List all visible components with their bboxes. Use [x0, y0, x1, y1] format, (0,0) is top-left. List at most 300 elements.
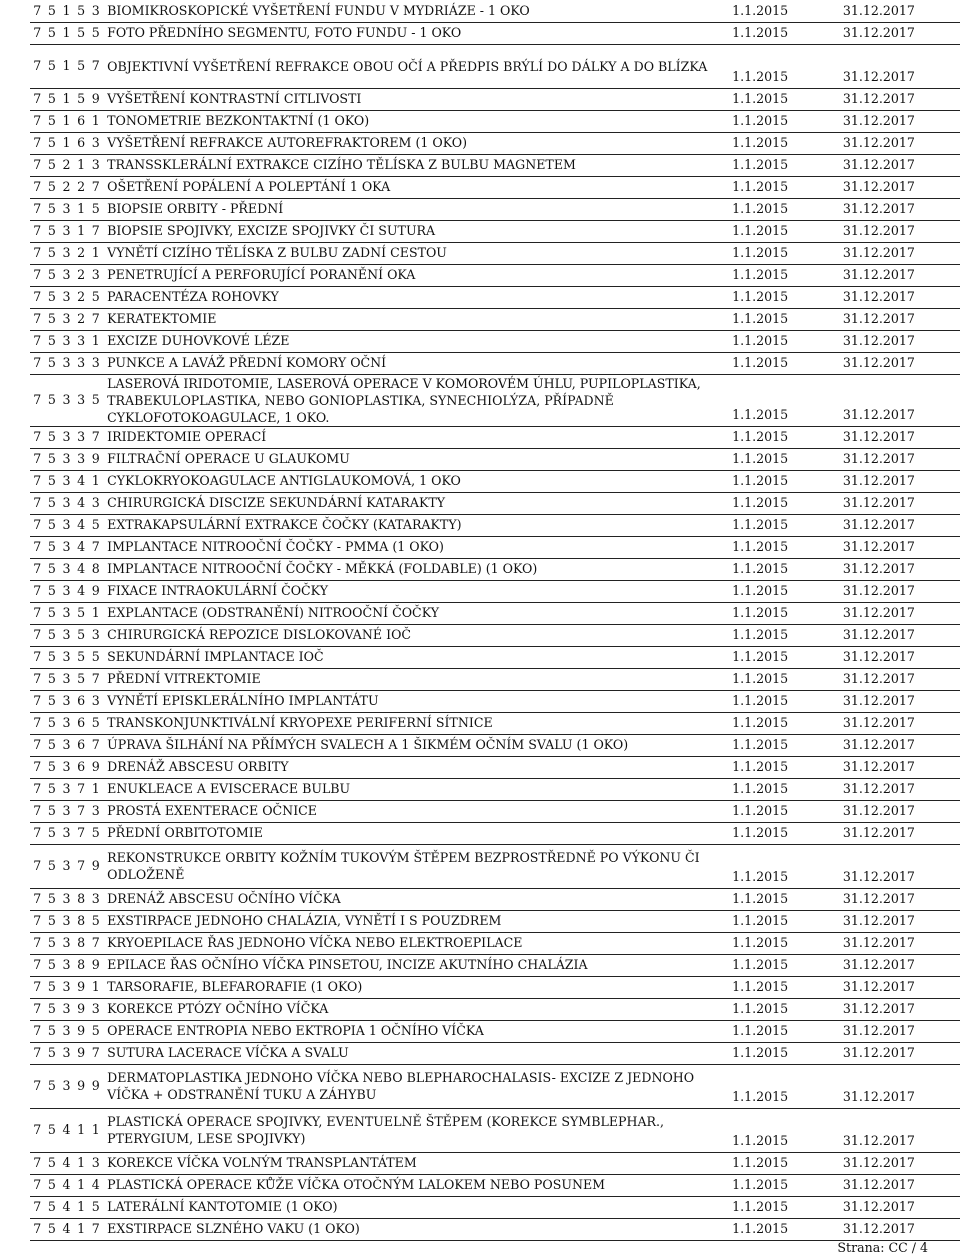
- code-digit: 5: [45, 800, 60, 822]
- valid-from-date: 1.1.2015: [730, 492, 841, 514]
- valid-to-date: 31.12.2017: [841, 352, 960, 374]
- table-row: [30, 176, 960, 198]
- valid-to-date: 31.12.2017: [841, 426, 960, 448]
- code-digit: 7: [89, 1042, 104, 1064]
- code-digit: 3: [59, 470, 74, 492]
- code-digit: 1: [89, 470, 104, 492]
- valid-to-date: 31.12.2017: [841, 602, 960, 624]
- table-row: [30, 712, 960, 734]
- valid-from-date: 1.1.2015: [730, 998, 841, 1020]
- code-digit: 7: [74, 844, 89, 888]
- code-digit: 7: [30, 932, 45, 954]
- code-digit: 3: [89, 1152, 104, 1174]
- code-digit: 9: [89, 88, 104, 110]
- code-digit: 3: [59, 624, 74, 646]
- table-row: [30, 1174, 960, 1196]
- procedure-description: KOREKCE VÍČKA VOLNÝM TRANSPLANTÁTEM: [103, 1152, 730, 1174]
- code-digit: 3: [59, 558, 74, 580]
- code-digit: 7: [30, 976, 45, 998]
- table-row: [30, 22, 960, 44]
- valid-to-date: 31.12.2017: [841, 110, 960, 132]
- code-digit: 4: [74, 514, 89, 536]
- valid-to-date: 31.12.2017: [841, 734, 960, 756]
- procedure-description: BIOPSIE SPOJIVKY, EXCIZE SPOJIVKY ČI SUTURA: [103, 220, 730, 242]
- table-row: [30, 668, 960, 690]
- valid-from-date: 1.1.2015: [730, 470, 841, 492]
- code-digit: 3: [89, 624, 104, 646]
- code-digit: 4: [59, 1152, 74, 1174]
- valid-to-date: 31.12.2017: [841, 580, 960, 602]
- table-row: [30, 580, 960, 602]
- table-row: [30, 756, 960, 778]
- code-digit: 7: [30, 954, 45, 976]
- code-digit: 7: [89, 668, 104, 690]
- valid-to-date: 31.12.2017: [841, 154, 960, 176]
- code-digit: 4: [59, 1174, 74, 1196]
- code-digit: 3: [89, 888, 104, 910]
- code-digit: 3: [59, 1020, 74, 1042]
- valid-to-date: 31.12.2017: [841, 690, 960, 712]
- code-digit: 4: [59, 1196, 74, 1218]
- code-digit: 5: [45, 242, 60, 264]
- code-digit: 3: [59, 778, 74, 800]
- valid-from-date: 1.1.2015: [730, 132, 841, 154]
- code-digit: 3: [74, 352, 89, 374]
- code-digit: 9: [74, 976, 89, 998]
- code-digit: 7: [30, 88, 45, 110]
- code-digit: 5: [45, 492, 60, 514]
- code-digit: 7: [30, 844, 45, 888]
- code-digit: 5: [45, 822, 60, 844]
- procedure-description: EXCIZE DUHOVKOVÉ LÉZE: [103, 330, 730, 352]
- code-digit: 6: [74, 110, 89, 132]
- valid-to-date: 31.12.2017: [841, 712, 960, 734]
- code-digit: 1: [74, 220, 89, 242]
- valid-from-date: 1.1.2015: [730, 1020, 841, 1042]
- code-digit: 1: [74, 1218, 89, 1240]
- valid-from-date: 1.1.2015: [730, 352, 841, 374]
- code-digit: 8: [74, 932, 89, 954]
- valid-from-date: 1.1.2015: [730, 22, 841, 44]
- code-digit: 7: [30, 1020, 45, 1042]
- valid-to-date: 31.12.2017: [841, 976, 960, 998]
- code-digit: 1: [59, 132, 74, 154]
- code-digit: 7: [89, 426, 104, 448]
- valid-from-date: 1.1.2015: [730, 242, 841, 264]
- code-digit: 3: [59, 286, 74, 308]
- code-digit: 1: [74, 198, 89, 220]
- code-digit: 5: [89, 1196, 104, 1218]
- code-digit: 2: [74, 264, 89, 286]
- code-digit: 3: [89, 998, 104, 1020]
- code-digit: 4: [59, 1218, 74, 1240]
- valid-from-date: 1.1.2015: [730, 514, 841, 536]
- valid-to-date: 31.12.2017: [841, 448, 960, 470]
- table-row: [30, 286, 960, 308]
- valid-from-date: 1.1.2015: [730, 0, 841, 22]
- code-digit: 5: [89, 910, 104, 932]
- page-footer: Strana: CC / 4: [837, 1240, 928, 1255]
- code-digit: 3: [59, 448, 74, 470]
- valid-from-date: 1.1.2015: [730, 308, 841, 330]
- valid-to-date: 31.12.2017: [841, 756, 960, 778]
- code-digit: 6: [74, 756, 89, 778]
- code-digit: 5: [45, 514, 60, 536]
- code-digit: 3: [89, 800, 104, 822]
- table-row: [30, 88, 960, 110]
- code-digit: 2: [74, 308, 89, 330]
- table-row: [30, 1196, 960, 1218]
- code-digit: 9: [74, 1020, 89, 1042]
- code-digit: 3: [89, 352, 104, 374]
- valid-to-date: 31.12.2017: [841, 1196, 960, 1218]
- table-row: [30, 242, 960, 264]
- code-digit: 3: [59, 602, 74, 624]
- table-row: [30, 330, 960, 352]
- table-row: [30, 352, 960, 374]
- table-row: [30, 646, 960, 668]
- code-digit: 7: [30, 536, 45, 558]
- code-digit: 5: [45, 1196, 60, 1218]
- code-digit: 6: [74, 712, 89, 734]
- code-digit: 3: [59, 998, 74, 1020]
- code-digit: 7: [30, 1152, 45, 1174]
- code-digit: 5: [45, 154, 60, 176]
- code-digit: 1: [59, 88, 74, 110]
- code-digit: 3: [59, 580, 74, 602]
- code-digit: 7: [30, 712, 45, 734]
- code-digit: 5: [74, 668, 89, 690]
- code-digit: 5: [45, 646, 60, 668]
- procedure-description: PŘEDNÍ VITREKTOMIE: [103, 668, 730, 690]
- code-digit: 3: [89, 264, 104, 286]
- valid-to-date: 31.12.2017: [841, 624, 960, 646]
- code-digit: 5: [89, 374, 104, 426]
- valid-from-date: 1.1.2015: [730, 198, 841, 220]
- procedure-description: REKONSTRUKCE ORBITY KOŽNÍM TUKOVÝM ŠTĚPEM BEZPROSTŘEDNĚ PO VÝKONU ČI ODLOŽENĚ: [103, 844, 730, 888]
- code-digit: 5: [45, 690, 60, 712]
- valid-from-date: 1.1.2015: [730, 646, 841, 668]
- table-row: [30, 910, 960, 932]
- code-digit: 1: [59, 110, 74, 132]
- valid-from-date: 1.1.2015: [730, 374, 841, 426]
- code-digit: 3: [74, 426, 89, 448]
- valid-to-date: 31.12.2017: [841, 514, 960, 536]
- valid-from-date: 1.1.2015: [730, 426, 841, 448]
- code-digit: 2: [59, 154, 74, 176]
- valid-from-date: 1.1.2015: [730, 1042, 841, 1064]
- procedure-description: EXPLANTACE (ODSTRANĚNÍ) NITROOČNÍ ČOČKY: [103, 602, 730, 624]
- table-row: [30, 374, 960, 426]
- code-digit: 5: [45, 536, 60, 558]
- table-row: [30, 690, 960, 712]
- code-digit: 3: [89, 0, 104, 22]
- table-row: [30, 492, 960, 514]
- code-digit: 5: [89, 514, 104, 536]
- code-digit: 9: [89, 844, 104, 888]
- procedure-description: ÚPRAVA ŠILHÁNÍ NA PŘÍMÝCH SVALECH A 1 ŠIKMÉM OČNÍM SVALU (1 OKO): [103, 734, 730, 756]
- code-digit: 5: [74, 624, 89, 646]
- code-digit: 3: [59, 308, 74, 330]
- valid-from-date: 1.1.2015: [730, 954, 841, 976]
- procedure-description: KERATEKTOMIE: [103, 308, 730, 330]
- procedure-description: EPILACE ŘAS OČNÍHO VÍČKA PINSETOU, INCIZE AKUTNÍHO CHALÁZIA: [103, 954, 730, 976]
- valid-to-date: 31.12.2017: [841, 998, 960, 1020]
- code-digit: 5: [45, 264, 60, 286]
- valid-from-date: 1.1.2015: [730, 1196, 841, 1218]
- code-digit: 9: [89, 448, 104, 470]
- valid-to-date: 31.12.2017: [841, 88, 960, 110]
- procedure-description: KOREKCE PTÓZY OČNÍHO VÍČKA: [103, 998, 730, 1020]
- code-digit: 7: [30, 220, 45, 242]
- code-digit: 5: [45, 1152, 60, 1174]
- code-digit: 1: [59, 44, 74, 88]
- procedure-description: BIOMIKROSKOPICKÉ VYŠETŘENÍ FUNDU V MYDRIÁZE - 1 OKO: [103, 0, 730, 22]
- code-digit: 3: [59, 352, 74, 374]
- code-digit: 7: [30, 0, 45, 22]
- valid-to-date: 31.12.2017: [841, 264, 960, 286]
- table-row: [30, 132, 960, 154]
- table-row: [30, 110, 960, 132]
- valid-from-date: 1.1.2015: [730, 88, 841, 110]
- code-digit: 5: [45, 668, 60, 690]
- procedure-description: FIXACE INTRAOKULÁRNÍ ČOČKY: [103, 580, 730, 602]
- code-digit: 9: [89, 954, 104, 976]
- valid-from-date: 1.1.2015: [730, 286, 841, 308]
- valid-to-date: 31.12.2017: [841, 910, 960, 932]
- valid-to-date: 31.12.2017: [841, 954, 960, 976]
- procedure-description: TONOMETRIE BEZKONTAKTNÍ (1 OKO): [103, 110, 730, 132]
- table-row: [30, 470, 960, 492]
- valid-from-date: 1.1.2015: [730, 536, 841, 558]
- code-digit: 9: [89, 756, 104, 778]
- code-digit: 7: [89, 220, 104, 242]
- code-digit: 3: [59, 264, 74, 286]
- table-row: [30, 822, 960, 844]
- code-digit: 4: [74, 470, 89, 492]
- code-digit: 1: [89, 1108, 104, 1152]
- procedure-description: VYNĚTÍ CIZÍHO TĚLÍSKA Z BULBU ZADNÍ CESTOU: [103, 242, 730, 264]
- code-digit: 5: [89, 22, 104, 44]
- valid-to-date: 31.12.2017: [841, 844, 960, 888]
- code-digit: 5: [45, 426, 60, 448]
- code-digit: 7: [30, 1108, 45, 1152]
- valid-to-date: 31.12.2017: [841, 492, 960, 514]
- code-digit: 5: [89, 646, 104, 668]
- code-digit: 1: [89, 242, 104, 264]
- valid-to-date: 31.12.2017: [841, 286, 960, 308]
- table-row: [30, 954, 960, 976]
- code-digit: 5: [45, 976, 60, 998]
- code-digit: 4: [89, 1174, 104, 1196]
- code-digit: 9: [74, 1042, 89, 1064]
- code-digit: 3: [59, 536, 74, 558]
- code-digit: 7: [89, 734, 104, 756]
- code-digit: 5: [74, 646, 89, 668]
- code-digit: 1: [74, 1174, 89, 1196]
- code-digit: 7: [30, 800, 45, 822]
- code-digit: 2: [74, 286, 89, 308]
- code-digit: 5: [89, 712, 104, 734]
- code-digit: 3: [59, 756, 74, 778]
- code-digit: 2: [74, 176, 89, 198]
- code-digit: 5: [45, 308, 60, 330]
- procedure-description: VYŠETŘENÍ REFRAKCE AUTOREFRAKTOREM (1 OKO): [103, 132, 730, 154]
- code-digit: 4: [74, 558, 89, 580]
- code-digit: 7: [89, 1218, 104, 1240]
- code-digit: 1: [89, 330, 104, 352]
- code-digit: 9: [74, 998, 89, 1020]
- code-digit: 5: [45, 624, 60, 646]
- code-digit: 5: [74, 44, 89, 88]
- valid-to-date: 31.12.2017: [841, 932, 960, 954]
- code-digit: 7: [30, 198, 45, 220]
- procedure-description: KRYOEPILACE ŘAS JEDNOHO VÍČKA NEBO ELEKTROEPILACE: [103, 932, 730, 954]
- code-digit: 7: [30, 264, 45, 286]
- code-digit: 7: [30, 286, 45, 308]
- procedure-description: DRENÁŽ ABSCESU ORBITY: [103, 756, 730, 778]
- code-digit: 3: [59, 374, 74, 426]
- valid-from-date: 1.1.2015: [730, 220, 841, 242]
- code-digit: 5: [89, 286, 104, 308]
- code-digit: 7: [30, 22, 45, 44]
- code-digit: 3: [59, 800, 74, 822]
- valid-to-date: 31.12.2017: [841, 1064, 960, 1108]
- valid-to-date: 31.12.2017: [841, 198, 960, 220]
- code-digit: 9: [89, 580, 104, 602]
- procedure-table: [30, 0, 960, 1241]
- code-digit: 5: [45, 132, 60, 154]
- valid-to-date: 31.12.2017: [841, 374, 960, 426]
- procedure-description: LATERÁLNÍ KANTOTOMIE (1 OKO): [103, 1196, 730, 1218]
- code-digit: 3: [59, 492, 74, 514]
- valid-to-date: 31.12.2017: [841, 1152, 960, 1174]
- code-digit: 3: [89, 690, 104, 712]
- code-digit: 3: [59, 690, 74, 712]
- procedure-description: FILTRAČNÍ OPERACE U GLAUKOMU: [103, 448, 730, 470]
- code-digit: 7: [30, 374, 45, 426]
- code-digit: 7: [30, 44, 45, 88]
- table-row: [30, 308, 960, 330]
- valid-from-date: 1.1.2015: [730, 602, 841, 624]
- code-digit: 7: [30, 132, 45, 154]
- code-digit: 5: [74, 0, 89, 22]
- valid-to-date: 31.12.2017: [841, 0, 960, 22]
- table-row: [30, 734, 960, 756]
- code-digit: 5: [74, 88, 89, 110]
- valid-from-date: 1.1.2015: [730, 558, 841, 580]
- code-digit: 5: [45, 756, 60, 778]
- table-row: [30, 998, 960, 1020]
- code-digit: 4: [74, 536, 89, 558]
- code-digit: 8: [74, 954, 89, 976]
- valid-from-date: 1.1.2015: [730, 778, 841, 800]
- valid-from-date: 1.1.2015: [730, 668, 841, 690]
- code-digit: 5: [45, 932, 60, 954]
- valid-to-date: 31.12.2017: [841, 308, 960, 330]
- valid-to-date: 31.12.2017: [841, 1108, 960, 1152]
- code-digit: 5: [45, 330, 60, 352]
- procedure-description: SUTURA LACERACE VÍČKA A SVALU: [103, 1042, 730, 1064]
- table-row: [30, 426, 960, 448]
- valid-to-date: 31.12.2017: [841, 176, 960, 198]
- valid-from-date: 1.1.2015: [730, 844, 841, 888]
- procedure-description: IMPLANTACE NITROOČNÍ ČOČKY - MĚKKÁ (FOLDABLE) (1 OKO): [103, 558, 730, 580]
- code-digit: 7: [74, 822, 89, 844]
- code-digit: 3: [59, 514, 74, 536]
- procedure-description: EXTRAKAPSULÁRNÍ EXTRAKCE ČOČKY (KATARAKTY): [103, 514, 730, 536]
- table-row: [30, 778, 960, 800]
- code-digit: 7: [30, 470, 45, 492]
- valid-to-date: 31.12.2017: [841, 800, 960, 822]
- code-digit: 5: [45, 352, 60, 374]
- procedure-description: CHIRURGICKÁ REPOZICE DISLOKOVANÉ IOČ: [103, 624, 730, 646]
- code-digit: 5: [45, 286, 60, 308]
- procedure-description: OBJEKTIVNÍ VYŠETŘENÍ REFRAKCE OBOU OČÍ A PŘEDPIS BRÝLÍ DO DÁLKY A DO BLÍZKA: [103, 44, 730, 88]
- table-row: [30, 0, 960, 22]
- procedure-description: PLASTICKÁ OPERACE SPOJIVKY, EVENTUELNĚ ŠTĚPEM (KOREKCE SYMBLEPHAR., PTERYGIUM, LESE SPOJIVKY): [103, 1108, 730, 1152]
- code-digit: 5: [45, 110, 60, 132]
- code-digit: 5: [74, 602, 89, 624]
- procedure-description: LASEROVÁ IRIDOTOMIE, LASEROVÁ OPERACE V KOMOROVÉM ÚHLU, PUPILOPLASTIKA, TRABEKULOPLASTIKA, NEBO GONIOPLASTIKA, SYNECHIOLÝZA, PŘÍPADNĚ CYKLOFOTOKOAGULACE, 1 OKO.: [103, 374, 730, 426]
- code-digit: 7: [30, 888, 45, 910]
- code-digit: 5: [45, 844, 60, 888]
- code-digit: 7: [30, 910, 45, 932]
- procedure-description: PROSTÁ EXENTERACE OČNICE: [103, 800, 730, 822]
- valid-from-date: 1.1.2015: [730, 756, 841, 778]
- table-row: [30, 448, 960, 470]
- code-digit: 5: [45, 22, 60, 44]
- valid-to-date: 31.12.2017: [841, 1174, 960, 1196]
- valid-from-date: 1.1.2015: [730, 932, 841, 954]
- code-digit: 7: [30, 998, 45, 1020]
- procedure-description: DERMATOPLASTIKA JEDNOHO VÍČKA NEBO BLEPHAROCHALASIS- EXCIZE Z JEDNOHO VÍČKA + ODSTRANĚNÍ TUKU A ZÁHYBU: [103, 1064, 730, 1108]
- valid-from-date: 1.1.2015: [730, 624, 841, 646]
- code-digit: 5: [45, 712, 60, 734]
- valid-from-date: 1.1.2015: [730, 580, 841, 602]
- valid-from-date: 1.1.2015: [730, 264, 841, 286]
- code-digit: 7: [74, 778, 89, 800]
- procedure-description: VYNĚTÍ EPISKLERÁLNÍHO IMPLANTÁTU: [103, 690, 730, 712]
- procedure-description: IMPLANTACE NITROOČNÍ ČOČKY - PMMA (1 OKO): [103, 536, 730, 558]
- code-digit: 7: [30, 602, 45, 624]
- code-digit: 3: [59, 668, 74, 690]
- code-digit: 7: [30, 1218, 45, 1240]
- code-digit: 1: [89, 778, 104, 800]
- code-digit: 5: [45, 1174, 60, 1196]
- valid-from-date: 1.1.2015: [730, 154, 841, 176]
- valid-from-date: 1.1.2015: [730, 330, 841, 352]
- valid-to-date: 31.12.2017: [841, 822, 960, 844]
- code-digit: 3: [59, 220, 74, 242]
- code-digit: 6: [74, 734, 89, 756]
- procedure-description: VYŠETŘENÍ KONTRASTNÍ CITLIVOSTI: [103, 88, 730, 110]
- code-digit: 5: [45, 1020, 60, 1042]
- code-digit: 7: [30, 646, 45, 668]
- valid-from-date: 1.1.2015: [730, 888, 841, 910]
- table-row: [30, 220, 960, 242]
- valid-to-date: 31.12.2017: [841, 1042, 960, 1064]
- code-digit: 7: [89, 44, 104, 88]
- code-digit: 7: [30, 176, 45, 198]
- table-row: [30, 1042, 960, 1064]
- code-digit: 7: [30, 426, 45, 448]
- code-digit: 5: [45, 998, 60, 1020]
- code-digit: 7: [89, 932, 104, 954]
- code-digit: 5: [45, 734, 60, 756]
- code-digit: 5: [45, 1108, 60, 1152]
- procedure-description: IRIDEKTOMIE OPERACÍ: [103, 426, 730, 448]
